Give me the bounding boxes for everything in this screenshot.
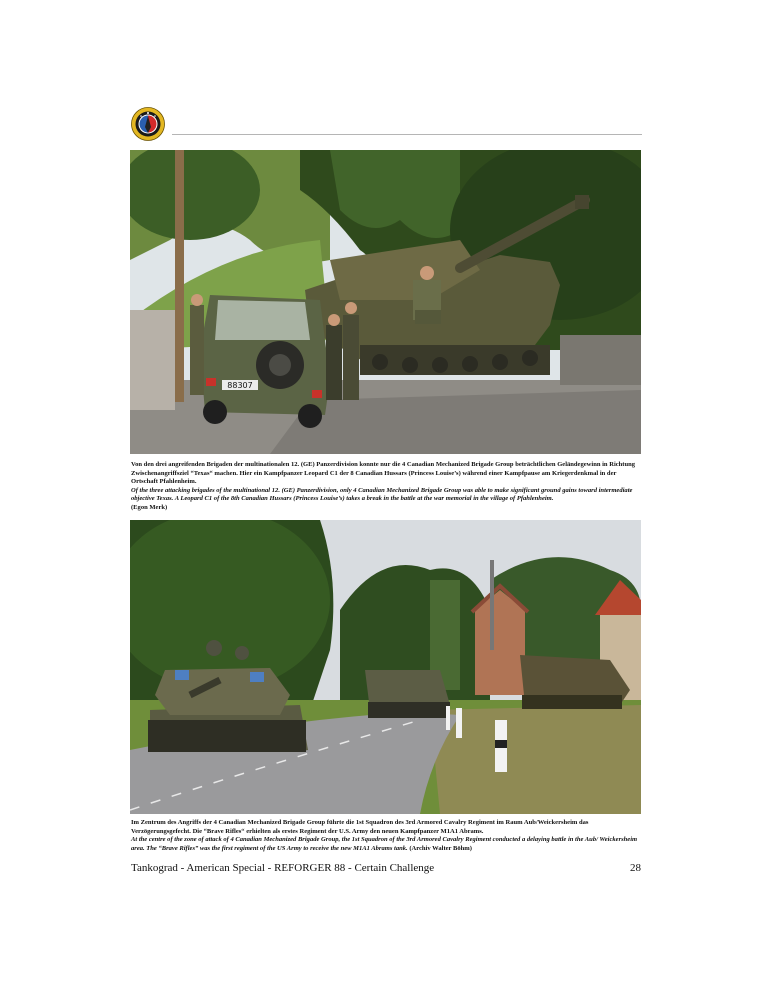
caption-german: Von den drei angreifenden Brigaden der multinationalen 12. (GE) Panzerdivision konnte nur die 4 Canadian Mechanized Brigade Group beträchtlichen Geländegewinn in Richtung Zwischenangriffsziel “Texas“ machen. Hier ein Kampfpanzer Leopard C1 der 8 Canadian Hussars (Princess Louise’s) während einer Kampfpause am Kriegerdenkmal in der Ortschaft Pfahlenheim. <box>131 461 636 486</box>
photo-1-caption <box>131 461 641 513</box>
caption-english <box>131 836 641 853</box>
brigade-insignia-icon <box>131 107 165 141</box>
photo-credit: (Egon Merk) <box>131 503 168 511</box>
jeep-plate-number: 88307 <box>227 381 253 390</box>
caption-english-text: At the centre of the zone of attack of 4 Canadian Mechanized Brigade Group, the 1st Squadron of the 3rd Armored Cavalry Regiment conducted a delaying battle in the Aub/ Weickersheim area. The “Brave Rifles” was the first regiment of the US Army to receive the new M1A1 Abrams tank. <box>131 836 638 852</box>
footer-publication-title: Tankograd - American Special - REFORGER 88 - Certain Challenge <box>131 862 435 874</box>
caption-german: Im Zentrum des Angriffs der 4 Canadian Mechanized Brigade Group führte die 1st Squadron des 3rd Armored Cavalry Regiment im Raum Aub/Weickersheim das Verzögerungsgefecht. Die “Brave Rifles“ erhielten als erstes Regiment der U.S. Army den neuen Kampfpanzer M1A1 Abrams. <box>131 819 589 835</box>
caption-english: Of the three attacking brigades of the multinational 12. (GE) Panzerdivision, only 4 Canadian Mechanized Brigade Group was able to make significant ground gains toward intermediate objective Texas. A Leopard C1 of the 8th Canadian Hussars (Princess Louise’s) takes a break in the battle at the war memorial in the village of Pfahlenheim. <box>131 486 633 503</box>
header-rule <box>172 134 642 135</box>
photo-2-caption <box>131 819 641 853</box>
m1a1-abrams-road-photo <box>130 520 641 814</box>
leopard-tank-jeep-photo <box>130 150 641 454</box>
page-number: 28 <box>630 862 641 874</box>
photo-credit: (Archiv Walter Böhm) <box>409 844 472 852</box>
